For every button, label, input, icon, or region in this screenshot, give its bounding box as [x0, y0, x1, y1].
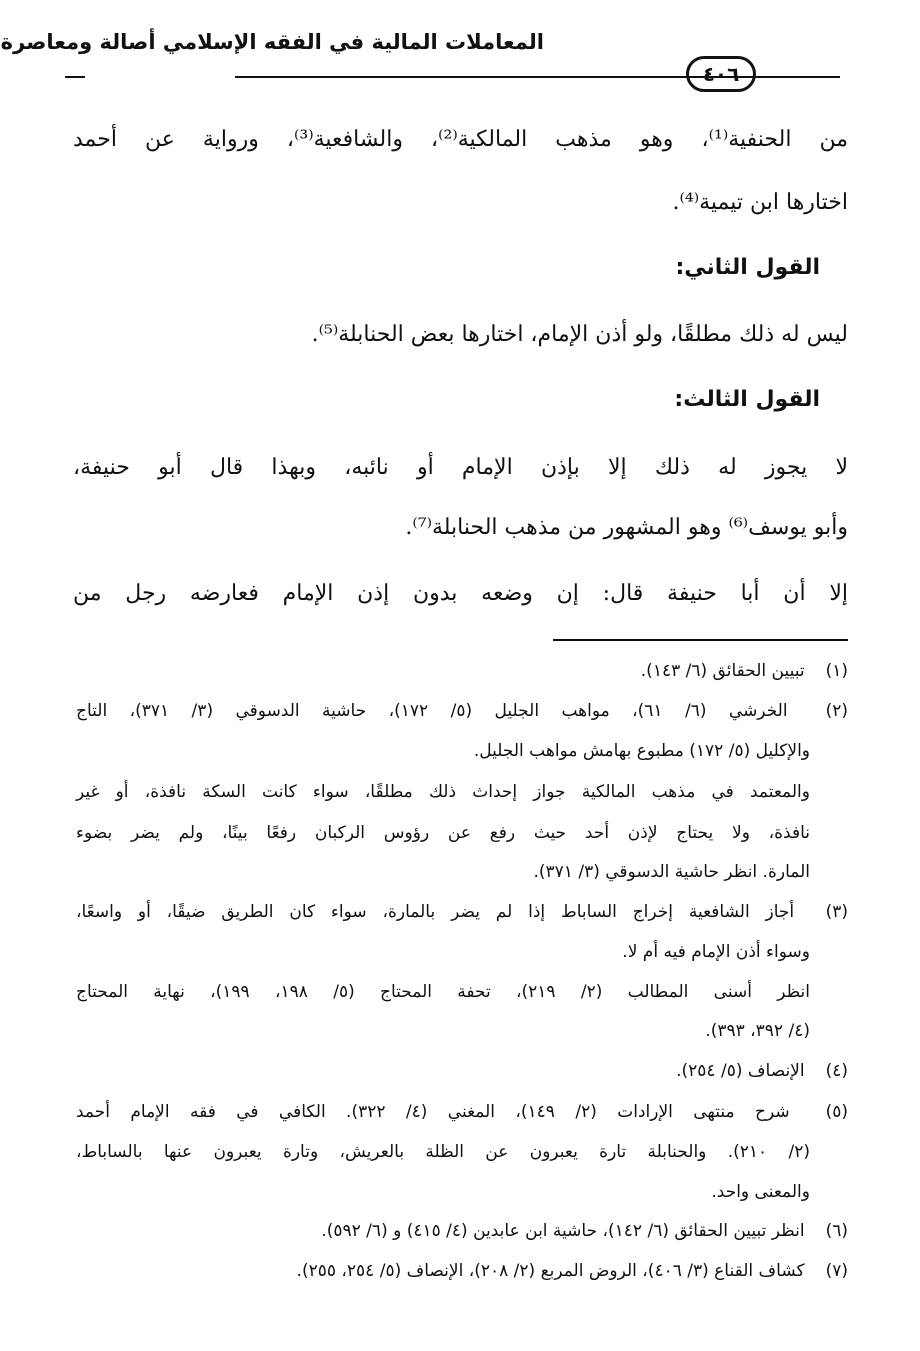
- footnote-item: [297, 1256, 848, 1286]
- footnote-text: نافذة، ولا يحتاج لإذن أحد حيث رفع عن رؤوس الركبان رفعًا بينًا، ولم يضر بضوء: [76, 823, 810, 843]
- footnote-text: المارة. انظر حاشية الدسوقي (٣/ ٣٧١).: [533, 862, 810, 882]
- footnote-text: (٢/ ٢١٠). والحنابلة تارة يعبرون عن الظلة بالعريش، وتارة يعبرون عنها بالساباط،: [76, 1142, 810, 1162]
- header-rule-left: [65, 76, 85, 78]
- footnote-item: [76, 696, 848, 726]
- section-heading: القول الثاني:: [675, 255, 820, 280]
- text-line: ليس له ذلك مطلقًا، ولو أذن الإمام، اختارها بعض الحنابلة⁽⁵⁾.: [311, 322, 848, 347]
- footnote-text: الإنصاف (٥/ ٢٥٤).: [676, 1061, 805, 1081]
- section-heading: القول الثالث:: [674, 387, 820, 412]
- footnote-number: (٣): [825, 902, 848, 922]
- footnote-number: (٦): [825, 1221, 848, 1241]
- footnote-text: شرح منتهى الإرادات (٢/ ١٤٩)، المغني (٤/ ٣٢٢). الكافي في فقه الإمام أحمد: [76, 1102, 790, 1122]
- footnote-item: [641, 656, 848, 686]
- footnote-text: (٤/ ٣٩٢، ٣٩٣).: [705, 1021, 810, 1041]
- footnote-separator: [553, 639, 848, 641]
- footnote-item: [676, 1056, 848, 1086]
- footnote-text: وسواء أذن الإمام فيه أم لا.: [622, 942, 810, 962]
- footnote-text: والمعنى واحد.: [711, 1182, 810, 1202]
- footnote-number: (٥): [825, 1102, 849, 1122]
- footnote-item: [76, 897, 848, 927]
- page-number: ٤٠٦: [686, 56, 756, 92]
- text-line: لا يجوز له ذلك إلا بإذن الإمام أو نائبه، وبهذا قال أبو حنيفة،: [73, 455, 848, 480]
- footnote-text: كشاف القناع (٣/ ٤٠٦)، الروض المربع (٢/ ٢٠٨)، الإنصاف (٥/ ٢٥٤، ٢٥٥).: [296, 1261, 805, 1281]
- book-title: المعاملات المالية في الفقه الإسلامي أصالة ومعاصرة: [0, 30, 544, 54]
- text-line: اختارها ابن تيمية⁽⁴⁾.: [672, 190, 848, 215]
- footnote-number: (١): [825, 661, 848, 681]
- footnote-number: (٤): [825, 1061, 848, 1081]
- footnote-item: [76, 1097, 848, 1127]
- footnote-text: انظر تبيين الحقائق (٦/ ١٤٢)، حاشية ابن عابدين (٤/ ٤١٥) و (٦/ ٥٩٢).: [321, 1221, 805, 1241]
- text-line: إلا أن أبا حنيفة قال: إن وضعه بدون إذن الإمام فعارضه رجل من: [73, 581, 848, 606]
- footnote-text: والإكليل (٥/ ١٧٢) مطبوع بهامش مواهب الجليل.: [473, 741, 810, 761]
- footnote-text: والمعتمد في مذهب المالكية جواز إحداث ذلك مطلقًا، سواء كانت السكة نافذة، أو غير: [76, 782, 810, 802]
- footnote-text: أجاز الشافعية إخراج الساباط إذا لم يضر بالمارة، سواء كان الطريق ضيقًا، أو واسعًا،: [76, 902, 795, 922]
- footnote-number: (٧): [825, 1261, 848, 1281]
- footnote-text: انظر أسنى المطالب (٢/ ٢١٩)، تحفة المحتاج (٥/ ١٩٨، ١٩٩)، نهاية المحتاج: [76, 982, 810, 1002]
- text-line: من الحنفية⁽¹⁾، وهو مذهب المالكية⁽²⁾، والشافعية⁽³⁾، ورواية عن أحمد: [73, 127, 848, 152]
- footnote-item: [321, 1216, 848, 1246]
- footnote-text: تبيين الحقائق (٦/ ١٤٣).: [640, 661, 805, 681]
- footnote-text: الخرشي (٦/ ٦١)، مواهب الجليل (٥/ ١٧٢)، حاشية الدسوقي (٣/ ٣٧١)، التاج: [76, 701, 788, 721]
- text-line: وأبو يوسف⁽⁶⁾ وهو المشهور من مذهب الحنابلة⁽⁷⁾.: [405, 515, 848, 540]
- footnote-number: (٢): [825, 701, 848, 721]
